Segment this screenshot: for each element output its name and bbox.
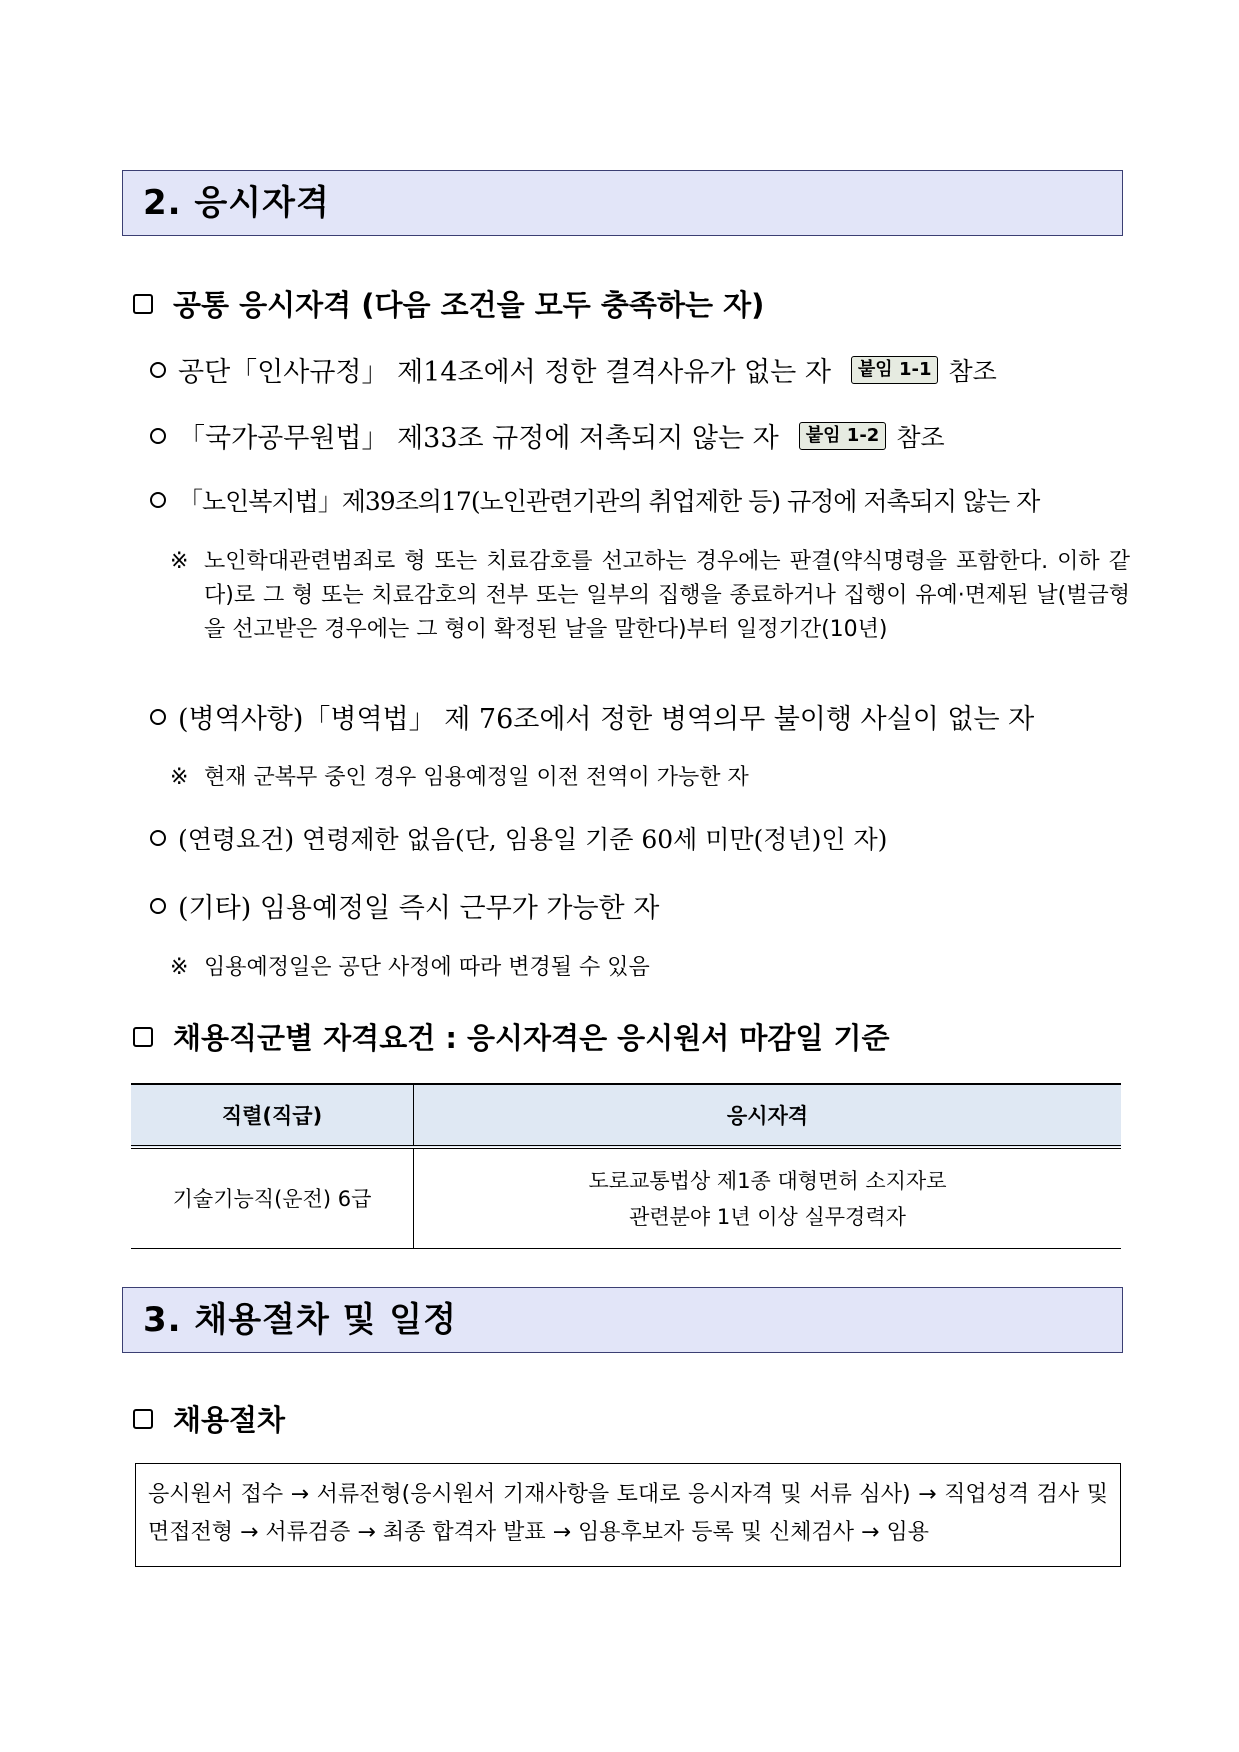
job-qualification-heading-text: 채용직군별 자격요건 : 응시자격은 응시원서 마감일 기준 <box>173 1021 890 1055</box>
note-military <box>170 760 749 791</box>
qualification-line: 관련분야 1년 이상 실무경력자 <box>629 1204 906 1229</box>
procedure-box <box>135 1463 1121 1567</box>
note-text: 노인학대관련범죄로 형 또는 치료감호를 선고하는 경우에는 판결(약식명령을 포함한다. 이하 같다)로 그 형 또는 치료감호의 전부 또는 일부의 집행을 종료하거나 집행이 유예·면제된 날(벌금형을 선고받은 경우에는 그 형이 확정된 날을 말한다)부터 일정기간(10년) <box>204 549 1130 642</box>
square-bullet-icon <box>133 294 153 314</box>
qualification-table <box>131 1083 1121 1249</box>
header-position: 직렬(직급) <box>131 1084 414 1147</box>
appendix-tag: 붙임 1-1 <box>851 356 939 384</box>
bullet-civil-service-act <box>150 416 945 455</box>
bullet-age-requirement <box>150 820 887 856</box>
cell-position: 기술기능직(운전) 6급 <box>131 1147 414 1249</box>
common-qualification-heading <box>133 283 764 324</box>
procedure-heading-text: 채용절차 <box>173 1403 286 1437</box>
procedure-heading <box>133 1398 285 1439</box>
procedure-text: 응시원서 접수 → 서류전형(응시원서 기재사항을 토대로 응시자격 및 서류 심사) → 직업성격 검사 및 면접전형 → 서류검증 → 최종 합격자 발표 → 임용후보자 등록 및 신체검사 → 임용 <box>148 1482 1108 1545</box>
bullet-text: 「국가공무원법」 제33조 규정에 저촉되지 않는 자 <box>178 423 779 454</box>
common-qualification-heading-text: 공통 응시자격 (다음 조건을 모두 충족하는 자) <box>173 288 765 322</box>
note-elder-abuse <box>170 545 1130 647</box>
note-text: 현재 군복무 중인 경우 임용예정일 이전 전역이 가능한 자 <box>204 765 749 790</box>
bullet-elderly-welfare-act <box>150 482 1039 518</box>
note-mark: ※ <box>170 549 189 574</box>
bullet-text: (연령요건) 연령제한 없음(단, 임용일 기준 60세 미만(정년)인 자) <box>178 825 888 854</box>
circle-bullet-icon <box>150 709 166 725</box>
bullet-military-service <box>150 697 1034 736</box>
appendix-tag: 붙임 1-2 <box>799 422 887 450</box>
note-text: 임용예정일은 공단 사정에 따라 변경될 수 있음 <box>204 955 650 980</box>
section-3-title: 3. 채용절차 및 일정 <box>143 1300 457 1340</box>
section-3-header <box>122 1287 1123 1353</box>
bullet-other <box>150 886 659 925</box>
table-header-row <box>131 1084 1121 1147</box>
bullet-personnel-rules <box>150 350 997 389</box>
circle-bullet-icon <box>150 362 166 378</box>
square-bullet-icon <box>133 1409 153 1429</box>
note-mark: ※ <box>170 955 189 980</box>
cell-qualification <box>414 1147 1122 1249</box>
section-2-title: 2. 응시자격 <box>143 183 330 223</box>
bullet-text: (기타) 임용예정일 즉시 근무가 가능한 자 <box>178 893 660 924</box>
header-qualification: 응시자격 <box>414 1084 1122 1147</box>
reference-suffix: 참조 <box>948 356 997 386</box>
circle-bullet-icon <box>150 830 166 846</box>
table-row <box>131 1147 1121 1249</box>
bullet-text: 「노인복지법」제39조의17(노인관련기관의 취업제한 등) 규정에 저촉되지 않는 자 <box>178 487 1040 516</box>
note-date-change <box>170 950 650 981</box>
qualification-line: 도로교통법상 제1종 대형면허 소지자로 <box>588 1168 947 1193</box>
circle-bullet-icon <box>150 428 166 444</box>
circle-bullet-icon <box>150 492 166 508</box>
section-2-header <box>122 170 1123 236</box>
job-qualification-heading <box>133 1016 890 1057</box>
circle-bullet-icon <box>150 898 166 914</box>
reference-suffix: 참조 <box>896 422 945 452</box>
square-bullet-icon <box>133 1027 153 1047</box>
bullet-text: (병역사항)「병역법」 제 76조에서 정한 병역의무 불이행 사실이 없는 자 <box>178 704 1035 735</box>
note-mark: ※ <box>170 765 189 790</box>
bullet-text: 공단「인사규정」 제14조에서 정한 결격사유가 없는 자 <box>178 357 831 388</box>
